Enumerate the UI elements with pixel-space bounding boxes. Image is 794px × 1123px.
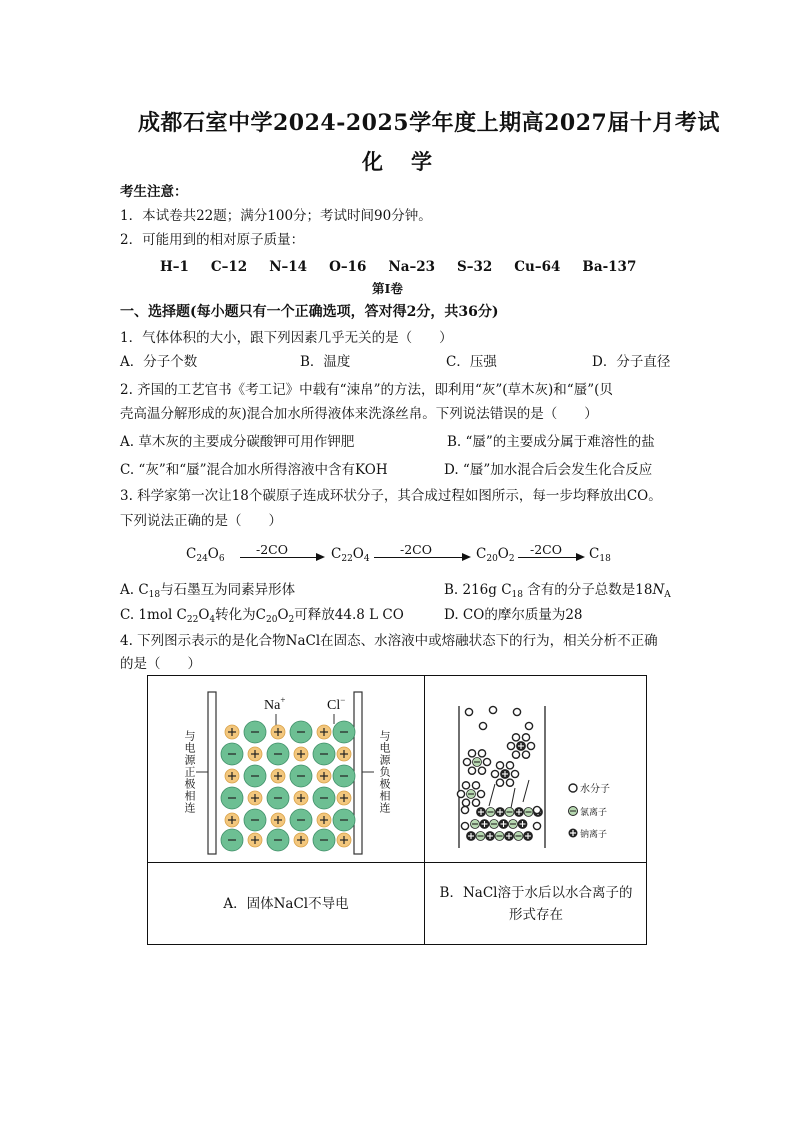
legend-water xyxy=(569,782,610,795)
sodium-ion xyxy=(294,833,308,847)
species-c18: $C_{18}$ xyxy=(589,546,611,564)
caption-a: A．固体NaCl不导电 xyxy=(223,896,349,912)
species-c24o6: $C_{24}O_6$ xyxy=(186,546,225,564)
q1-option-c: C．压强 xyxy=(446,354,497,370)
sodium-ion xyxy=(317,769,331,783)
sodium-ion xyxy=(518,820,527,829)
arrow-3-head xyxy=(576,553,585,561)
figure-b-dissolution xyxy=(425,676,647,862)
chloride-ion xyxy=(467,790,476,799)
species-c20o2: $C_{20}O_2$ xyxy=(476,546,515,564)
water-molecule xyxy=(489,706,496,713)
left-plate-label: 与电源正极相连 xyxy=(183,730,196,814)
water-molecule xyxy=(468,750,475,757)
sodium-ion xyxy=(271,813,285,827)
chloride-ion xyxy=(221,787,243,809)
sodium-ion xyxy=(225,769,239,783)
sodium-ion xyxy=(337,833,351,847)
water-molecule xyxy=(513,708,520,715)
q1-stem: 1．气体体积的大小，跟下列因素几乎无关的是（ ） xyxy=(120,330,453,346)
chloride-ion xyxy=(267,787,289,809)
sodium-ion xyxy=(517,742,526,751)
step-label-3: -2CO xyxy=(530,542,562,557)
sodium-ion xyxy=(524,832,533,841)
chloride-ion xyxy=(267,743,289,765)
chloride-ion xyxy=(244,721,266,743)
q3-stem-line2: 下列说法正确的是（ ） xyxy=(120,513,282,529)
sodium-ion xyxy=(480,820,489,829)
water-molecule xyxy=(507,742,514,749)
chloride-ion xyxy=(267,829,289,851)
notice-heading: 考生注意： xyxy=(120,184,188,200)
chloride-ion xyxy=(221,829,243,851)
atomic-mass: C–12 xyxy=(210,259,248,275)
chloride-ion xyxy=(313,743,335,765)
arrow-1 xyxy=(240,557,318,558)
chloride-ion xyxy=(244,765,266,787)
sodium-ion xyxy=(505,832,514,841)
atomic-mass: O–16 xyxy=(329,259,367,275)
sodium-ion xyxy=(499,820,508,829)
svg-text:钠离子: 钠离子 xyxy=(580,829,608,839)
sodium-ion xyxy=(225,813,239,827)
table-divider-horizontal xyxy=(147,862,647,863)
sodium-ion xyxy=(477,808,486,817)
sodium-ion xyxy=(248,833,262,847)
sodium-ion xyxy=(294,747,308,761)
chloride-ion xyxy=(221,743,243,765)
left-electrode xyxy=(208,692,216,854)
q2-option-d: D. “蜃”加水混合后会发生化合反应 xyxy=(444,462,653,478)
water-molecule xyxy=(468,767,475,774)
water-molecule xyxy=(462,782,469,789)
q1-option-b: B．温度 xyxy=(300,354,351,370)
water-molecule xyxy=(522,734,529,741)
chloride-ion xyxy=(473,758,482,767)
water-molecule xyxy=(533,822,540,829)
water-molecule xyxy=(533,806,540,813)
chloride-ion xyxy=(333,809,355,831)
water-molecule xyxy=(483,758,490,765)
water-molecule xyxy=(462,799,469,806)
legend-sodium xyxy=(569,828,608,839)
water-molecule xyxy=(461,822,468,829)
chloride-ion xyxy=(476,832,485,841)
sodium-ion xyxy=(467,832,476,841)
water-molecule xyxy=(496,779,503,786)
chloride-ion xyxy=(490,820,499,829)
water-molecule xyxy=(461,806,468,813)
water-molecule xyxy=(491,770,498,777)
chloride-ion xyxy=(333,721,355,743)
water-molecule xyxy=(463,758,470,765)
species-c22o4: $C_{22}O_4$ xyxy=(331,546,370,564)
step-label-2: -2CO xyxy=(400,542,432,557)
sodium-ion xyxy=(317,725,331,739)
right-plate-label: 与电源负极相连 xyxy=(378,730,391,814)
sodium-ion xyxy=(294,791,308,805)
atomic-mass: H–1 xyxy=(160,259,189,275)
notice-item-1: 1．本试卷共22题；满分100分；考试时间90分钟。 xyxy=(120,208,432,224)
q4-stem-line1: 4. 下列图示表示的是化合物NaCl在固态、水溶液中或熔融状态下的行为，相关分析不正确 xyxy=(120,633,658,649)
exam-title: 成都石室中学2024-2025学年度上期高2027届十月考试 xyxy=(138,110,720,136)
q2-stem-line2: 壳高温分解形成的灰)混合加水所得液体来洗涤丝帛。下列说法错误的是（ ） xyxy=(120,406,598,422)
water-molecule xyxy=(472,782,479,789)
water-molecule xyxy=(465,708,472,715)
sodium-ion xyxy=(337,747,351,761)
svg-text:氯离子: 氯离子 xyxy=(580,807,608,817)
q2-option-a: A. 草木灰的主要成分碳酸钾可用作钾肥 xyxy=(120,434,355,450)
atomic-mass: Na–23 xyxy=(388,259,435,275)
water-molecule xyxy=(506,762,513,769)
caption-b: B．NaCl溶于水后以水合离子的形式存在 xyxy=(439,885,633,923)
q3-option-a: A. $C_{18}$与石墨互为同素异形体 xyxy=(120,582,296,600)
chloride-ion xyxy=(290,765,312,787)
sodium-ion xyxy=(501,770,510,779)
atomic-masses xyxy=(160,256,658,275)
water-molecule xyxy=(506,779,513,786)
chloride-ion xyxy=(313,829,335,851)
chloride-ion xyxy=(333,765,355,787)
water-molecule xyxy=(477,790,484,797)
sodium-ion xyxy=(225,725,239,739)
sodium-ion xyxy=(248,747,262,761)
chloride-ion xyxy=(313,787,335,809)
q1-option-a: A．分子个数 xyxy=(120,354,198,370)
section-heading: 一、选择题(每小题只有一个正确选项，答对得2分，共36分) xyxy=(120,304,499,320)
step-label-1: -2CO xyxy=(256,542,288,557)
q3-option-c: C. 1mol $C_{22}O_4$转化为$C_{20}O_2$可释放44.8 L CO xyxy=(120,607,404,625)
svg-text:水分子: 水分子 xyxy=(580,784,610,795)
q3-option-d: D. CO的摩尔质量为28 xyxy=(444,607,583,623)
chloride-ion xyxy=(514,832,523,841)
water-molecule xyxy=(511,770,518,777)
water-molecule xyxy=(527,742,534,749)
water-molecule xyxy=(472,799,479,806)
water-molecule xyxy=(496,762,503,769)
atomic-mass: N–14 xyxy=(269,259,308,275)
dissolution-line xyxy=(511,788,515,808)
na-label: Na+ xyxy=(264,695,286,713)
legend-chloride xyxy=(569,806,608,817)
q2-stem-line1: 2. 齐国的工艺官书《考工记》中载有“涑帛”的方法，即利用“灰”(草木灰)和“蜃”(贝 xyxy=(120,382,613,398)
q1-option-d: D．分子直径 xyxy=(592,354,671,370)
water-molecule xyxy=(522,751,529,758)
water-molecule xyxy=(478,750,485,757)
chloride-ion xyxy=(471,820,480,829)
q3-stem-line1: 3. 科学家第一次让18个碳原子连成环状分子，其合成过程如图所示，每一步均释放出CO。 xyxy=(120,488,662,504)
right-electrode xyxy=(354,692,362,854)
water-molecule xyxy=(512,751,519,758)
volume-label: 第Ⅰ卷 xyxy=(372,281,403,296)
cl-label: Cl− xyxy=(327,695,346,713)
chloride-ion xyxy=(495,832,504,841)
water-molecule xyxy=(512,734,519,741)
q2-option-c: C. “灰”和“蜃”混合加水所得溶液中含有KOH xyxy=(120,462,388,478)
chloride-ion xyxy=(244,809,266,831)
q4-stem-line2: 的是（ ） xyxy=(120,656,201,672)
atomic-mass: Ba-137 xyxy=(582,259,637,275)
chloride-ion xyxy=(290,721,312,743)
arrow-2 xyxy=(374,557,464,558)
sodium-ion xyxy=(515,808,524,817)
arrow-3 xyxy=(518,557,578,558)
chloride-ion xyxy=(509,820,518,829)
sodium-ion xyxy=(337,791,351,805)
atomic-mass: S–32 xyxy=(457,259,493,275)
sodium-ion xyxy=(271,769,285,783)
sodium-ion xyxy=(486,832,495,841)
water-molecule xyxy=(478,767,485,774)
arrow-2-head xyxy=(462,553,471,561)
chloride-ion xyxy=(524,808,533,817)
water-molecule xyxy=(525,722,532,729)
dissolution-line xyxy=(523,780,529,802)
chloride-ion xyxy=(290,809,312,831)
notice-item-2: 2．可能用到的相对原子质量： xyxy=(120,232,305,248)
chloride-ion xyxy=(486,808,495,817)
water-molecule xyxy=(479,722,486,729)
sodium-ion xyxy=(496,808,505,817)
subject-title: 化学 xyxy=(362,149,460,174)
q3-option-b: B. 216g $C_{18}$ 含有的分子总数是$18N_A$ xyxy=(444,582,671,600)
sodium-ion xyxy=(271,725,285,739)
arrow-1-head xyxy=(316,553,325,561)
sodium-ion xyxy=(248,791,262,805)
dissolution-line xyxy=(489,784,495,806)
q2-option-b: B. “蜃”的主要成分属于难溶性的盐 xyxy=(447,434,655,450)
chloride-ion xyxy=(505,808,514,817)
sodium-ion xyxy=(317,813,331,827)
water-molecule xyxy=(457,790,464,797)
atomic-mass: Cu–64 xyxy=(514,259,561,275)
